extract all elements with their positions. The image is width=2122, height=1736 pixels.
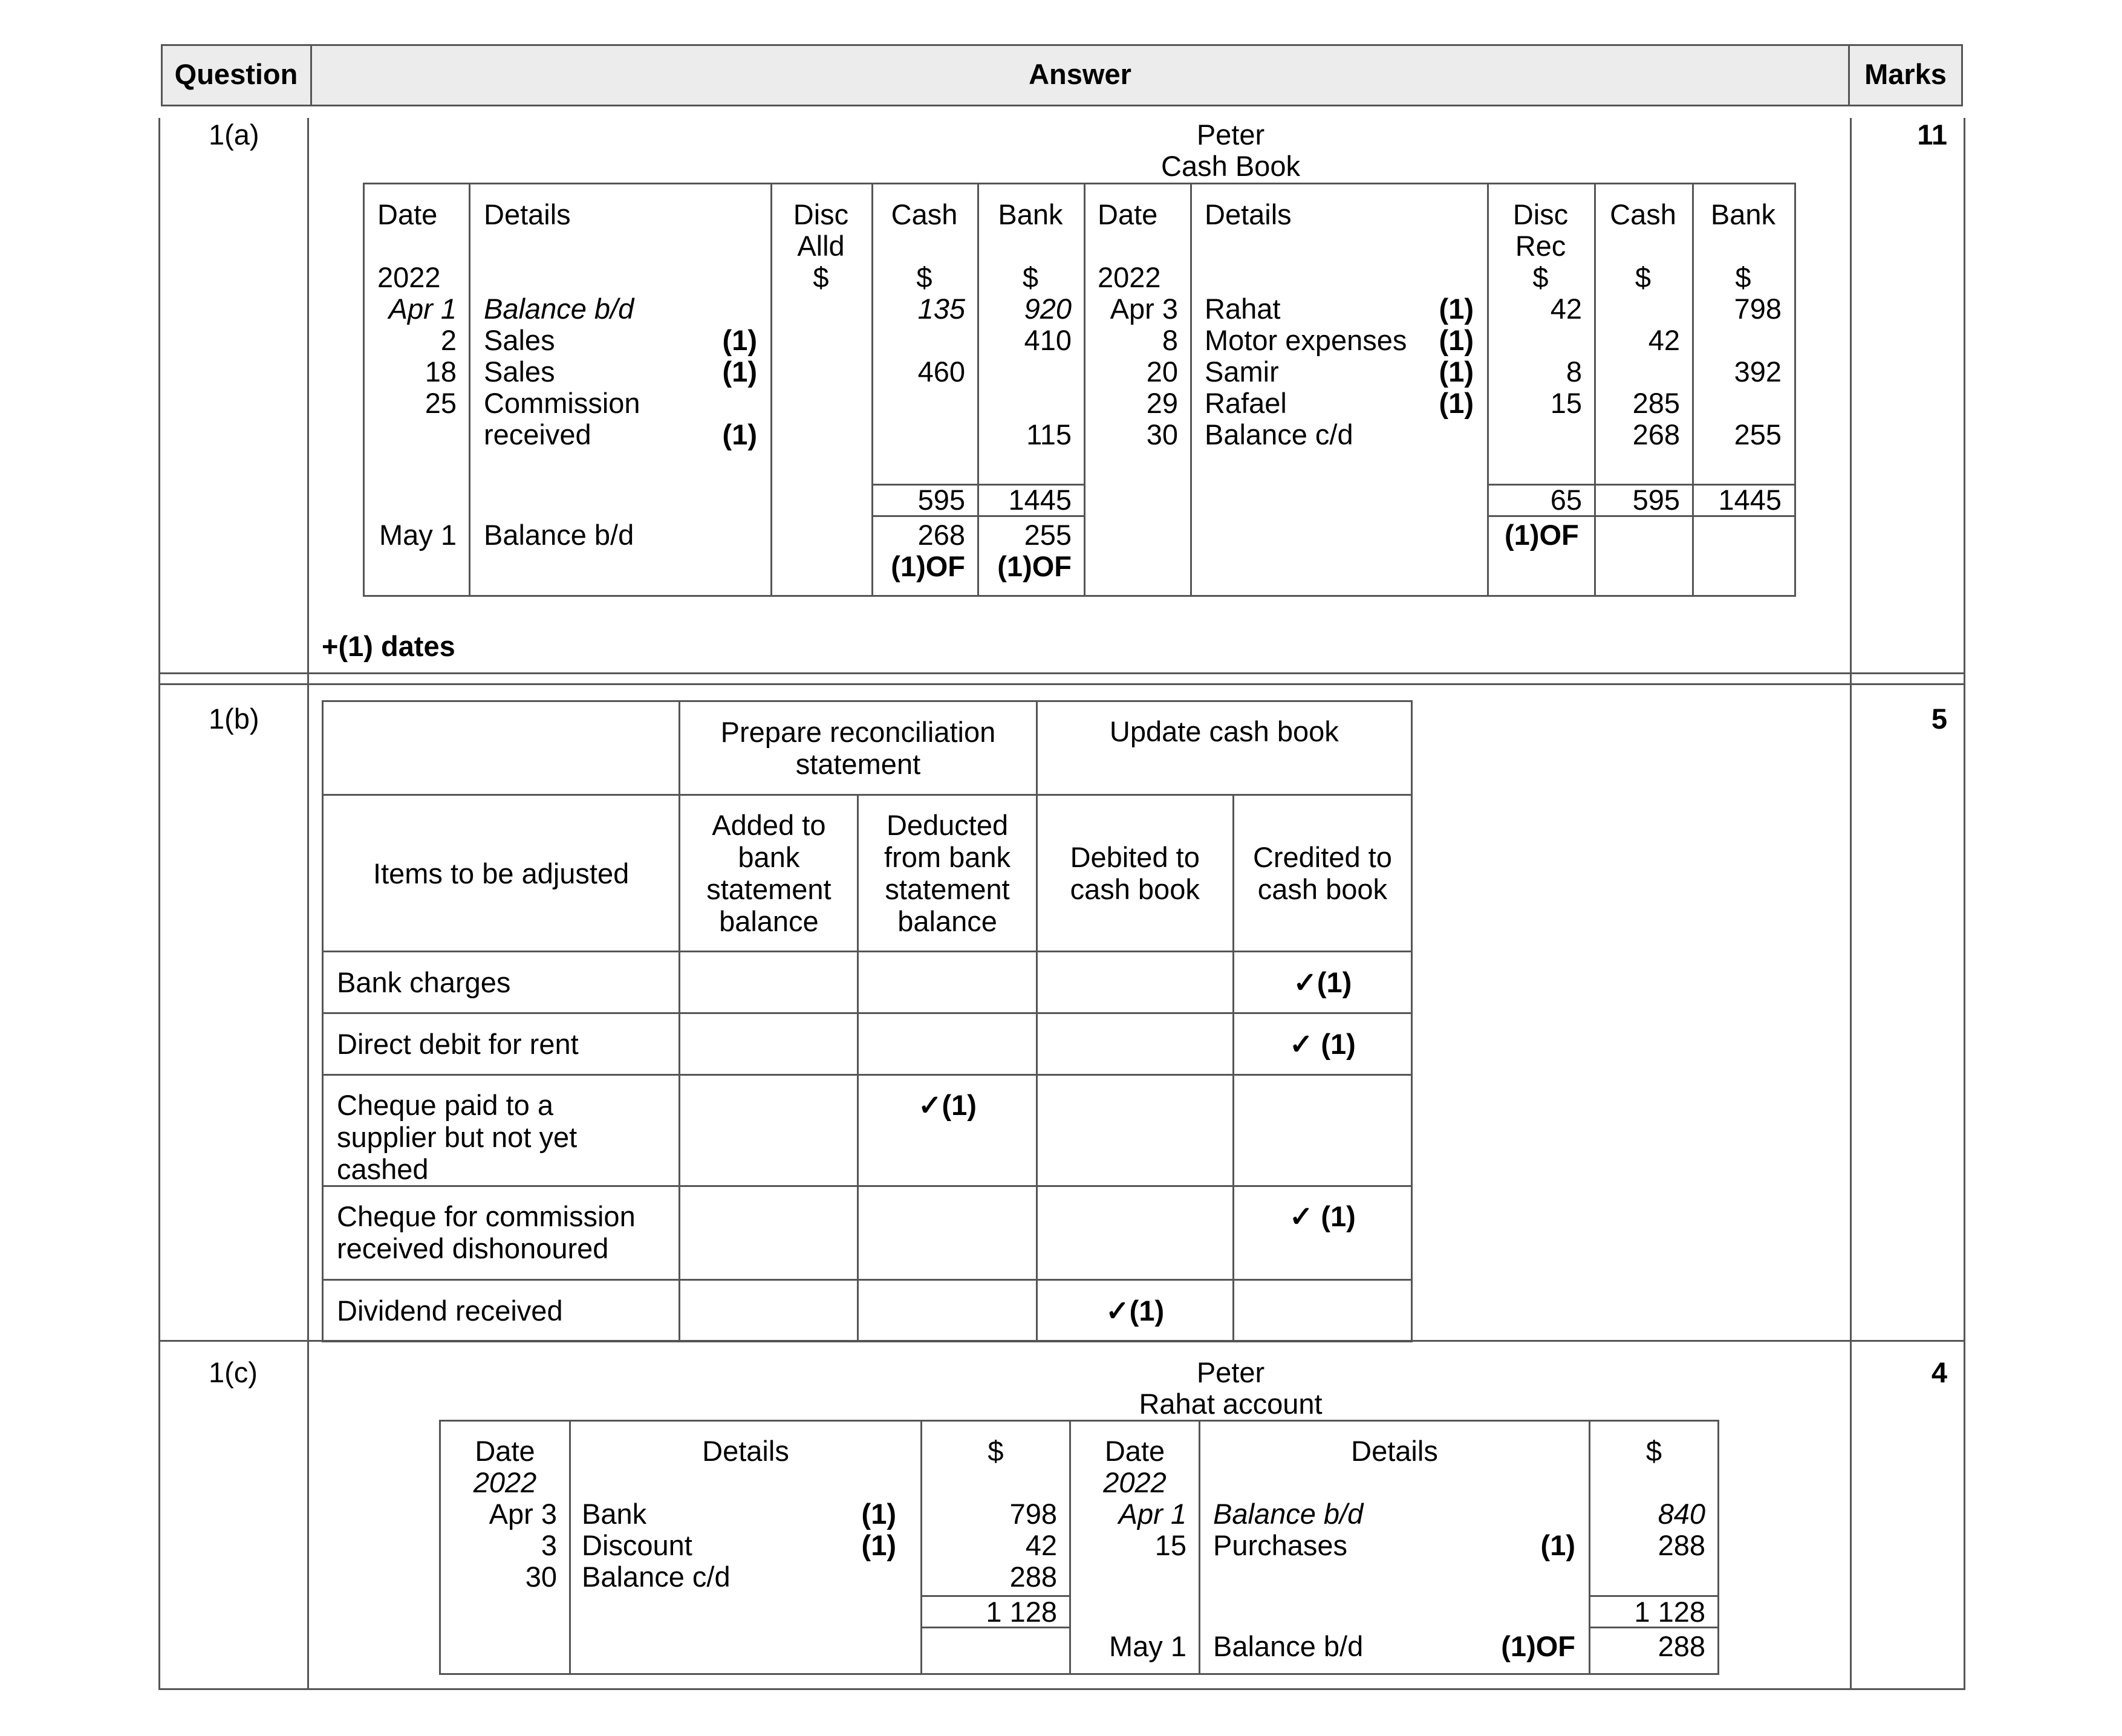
cell-credited: ✓ (1) bbox=[1233, 1186, 1411, 1280]
total-cash: 595 bbox=[917, 484, 965, 516]
mark-badge: (1)OF bbox=[1505, 519, 1579, 551]
column-header-deducted: Deducted from bank statement balance bbox=[858, 795, 1037, 952]
header-date: Date bbox=[1098, 198, 1158, 230]
entry-amount: 288 bbox=[1658, 1630, 1705, 1662]
marks-value: 5 bbox=[1931, 703, 1947, 735]
header-bank-unit: $ bbox=[1022, 261, 1039, 293]
table-line bbox=[1084, 183, 1085, 597]
header-year: 2022 bbox=[473, 1466, 537, 1498]
header-cash: Cash bbox=[891, 198, 958, 230]
entry-amount: 288 bbox=[1658, 1529, 1705, 1561]
group-header-reconciliation: Prepare reconciliation statement bbox=[680, 701, 1037, 795]
table-row bbox=[323, 1013, 1412, 1075]
entry-cash: 42 bbox=[1648, 324, 1680, 356]
mark-badge: (1)OF bbox=[891, 550, 965, 582]
entry-details: Sales bbox=[484, 324, 555, 356]
header-details: Details bbox=[484, 198, 571, 230]
table-line bbox=[363, 183, 365, 597]
header-disc-rec: Rec bbox=[1515, 230, 1566, 262]
entry-amount: 288 bbox=[1009, 1561, 1057, 1593]
cell-deducted bbox=[858, 1186, 1037, 1280]
entry-amount: 42 bbox=[1025, 1529, 1057, 1561]
cell-debited bbox=[1037, 1075, 1233, 1186]
question-label: 1(b) bbox=[209, 703, 259, 735]
table-line bbox=[871, 183, 873, 597]
table-line bbox=[977, 183, 979, 597]
header-year: 2022 bbox=[377, 261, 441, 293]
column-header-debited: Debited to cash book bbox=[1037, 795, 1233, 952]
table-row bbox=[323, 952, 1412, 1013]
marks-value: 11 bbox=[1917, 119, 1947, 151]
account-owner: Peter bbox=[1196, 1356, 1265, 1388]
mark-badge: (1)OF bbox=[997, 550, 1072, 582]
entry-date: 18 bbox=[425, 356, 457, 388]
column-header-answer: Answer bbox=[1029, 58, 1131, 90]
entry-date: 8 bbox=[1162, 324, 1178, 356]
cell-added bbox=[680, 1075, 858, 1186]
item-label: Cheque paid to a supplier but not yet cashed bbox=[323, 1075, 680, 1186]
cell-credited bbox=[1233, 1280, 1411, 1342]
entry-date: 15 bbox=[1154, 1529, 1186, 1561]
grid-line bbox=[161, 44, 1963, 46]
entry-bank: 255 bbox=[1734, 418, 1782, 450]
total-disc: 65 bbox=[1550, 484, 1582, 516]
entry-bank: 920 bbox=[1024, 293, 1072, 325]
entry-date: Apr 1 bbox=[1118, 1498, 1186, 1530]
cell-debited bbox=[1037, 952, 1233, 1013]
header-disc-alld-unit: $ bbox=[813, 261, 829, 293]
entry-bank: 392 bbox=[1734, 356, 1782, 388]
entry-date: 3 bbox=[541, 1529, 557, 1561]
column-header-question: Question bbox=[174, 58, 298, 90]
empty-header-cell bbox=[323, 701, 680, 795]
item-label: Dividend received bbox=[323, 1280, 680, 1342]
entry-bank: 255 bbox=[1024, 519, 1072, 551]
header-disc-alld: Disc bbox=[793, 198, 849, 230]
total-bank: 1445 bbox=[1008, 484, 1072, 516]
entry-cash: 135 bbox=[917, 293, 965, 325]
table-line bbox=[1794, 183, 1796, 597]
row-separator bbox=[158, 672, 1965, 674]
entry-date: 25 bbox=[425, 387, 457, 419]
header-cash-unit: $ bbox=[1635, 261, 1652, 293]
total-amount: 1 128 bbox=[986, 1596, 1057, 1628]
entry-date: Apr 1 bbox=[388, 293, 457, 325]
header-bank: Bank bbox=[998, 198, 1063, 230]
grid-line bbox=[307, 118, 309, 1690]
entry-details: Bank bbox=[582, 1498, 647, 1530]
cash-book-title: Cash Book bbox=[1161, 150, 1300, 182]
table-line bbox=[439, 1420, 1719, 1422]
column-header-marks: Marks bbox=[1864, 58, 1947, 90]
table-line bbox=[439, 1673, 1719, 1675]
cell-added bbox=[680, 952, 858, 1013]
column-header-items: Items to be adjusted bbox=[323, 795, 680, 952]
column-header-credited: Credited to cash book bbox=[1233, 795, 1411, 952]
entry-date: 29 bbox=[1146, 387, 1178, 419]
entry-details: Motor expenses bbox=[1205, 324, 1407, 356]
table-row bbox=[323, 1280, 1412, 1342]
total-amount: 1 128 bbox=[1634, 1596, 1705, 1628]
entry-date: 2 bbox=[440, 324, 457, 356]
table-row bbox=[323, 1186, 1412, 1280]
question-label: 1(c) bbox=[209, 1356, 258, 1388]
header-disc-rec: Disc bbox=[1512, 198, 1569, 230]
entry-bank: 410 bbox=[1024, 324, 1072, 356]
cell-added bbox=[680, 1013, 858, 1075]
header-cash-unit: $ bbox=[916, 261, 932, 293]
header-date: Date bbox=[377, 198, 438, 230]
group-header-cash-book: Update cash book bbox=[1037, 701, 1411, 795]
cell-credited bbox=[1233, 1075, 1411, 1186]
entry-details: Balance c/d bbox=[1205, 418, 1353, 450]
entry-details: Balance b/d bbox=[484, 293, 634, 325]
grid-line bbox=[161, 105, 1963, 106]
item-label: Cheque for commission received dishonoured bbox=[323, 1186, 680, 1280]
entry-details: Sales bbox=[484, 356, 555, 388]
grid-line bbox=[1850, 118, 1852, 1690]
header-disc-alld: Alld bbox=[797, 230, 845, 262]
header-date: Date bbox=[475, 1435, 535, 1467]
entry-disc: 8 bbox=[1566, 356, 1582, 388]
header-date: Date bbox=[1104, 1435, 1165, 1467]
entry-details: Discount bbox=[582, 1529, 692, 1561]
entry-details: Balance b/d bbox=[1213, 1498, 1364, 1530]
table-row bbox=[323, 1075, 1412, 1186]
header-details: Details bbox=[1351, 1435, 1438, 1467]
entry-date: 30 bbox=[1146, 418, 1178, 450]
header-amount: $ bbox=[1645, 1435, 1662, 1467]
entry-details: Commission bbox=[484, 387, 640, 419]
bank-reconciliation-table bbox=[322, 700, 1413, 1342]
entry-disc: 42 bbox=[1550, 293, 1582, 325]
entry-cash: 268 bbox=[1632, 418, 1680, 450]
entry-disc: 15 bbox=[1550, 387, 1582, 419]
marks-value: 4 bbox=[1931, 1356, 1947, 1388]
mark-badge: (1) bbox=[722, 356, 757, 388]
mark-badge: (1) bbox=[1439, 324, 1474, 356]
cell-added bbox=[680, 1280, 858, 1342]
row-separator bbox=[158, 683, 1965, 685]
table-line bbox=[363, 183, 1796, 184]
mark-badge: (1) bbox=[1540, 1529, 1575, 1561]
entry-bank: 798 bbox=[1734, 293, 1782, 325]
entry-cash: 285 bbox=[1632, 387, 1680, 419]
header-disc-rec-unit: $ bbox=[1532, 261, 1549, 293]
item-label: Bank charges bbox=[323, 952, 680, 1013]
dates-mark-note: +(1) dates bbox=[322, 630, 455, 662]
total-cash: 595 bbox=[1632, 484, 1680, 516]
entry-date: Apr 3 bbox=[1110, 293, 1178, 325]
entry-date: 30 bbox=[525, 1561, 557, 1593]
column-header-added: Added to bank statement balance bbox=[680, 795, 858, 952]
entry-details: Rahat bbox=[1205, 293, 1281, 325]
table-line bbox=[1717, 1420, 1719, 1675]
entry-details: Rafael bbox=[1205, 387, 1287, 419]
account-title: Rahat account bbox=[1139, 1388, 1323, 1420]
entry-cash: 268 bbox=[917, 519, 965, 551]
header-amount: $ bbox=[988, 1435, 1004, 1467]
entry-bank: 115 bbox=[1026, 418, 1072, 450]
cell-deducted: ✓(1) bbox=[858, 1075, 1037, 1186]
header-details: Details bbox=[1205, 198, 1292, 230]
cell-debited bbox=[1037, 1013, 1233, 1075]
item-label: Direct debit for rent bbox=[323, 1013, 680, 1075]
entry-cash: 460 bbox=[917, 356, 965, 388]
mark-badge: (1) bbox=[722, 324, 757, 356]
mark-badge: (1)OF bbox=[1501, 1630, 1575, 1662]
entry-date: May 1 bbox=[379, 519, 457, 551]
header-bank: Bank bbox=[1710, 198, 1776, 230]
entry-details: received bbox=[484, 418, 591, 450]
header-bank-unit: $ bbox=[1735, 261, 1751, 293]
table-line bbox=[1190, 183, 1192, 597]
cell-deducted bbox=[858, 952, 1037, 1013]
cell-added bbox=[680, 1186, 858, 1280]
entry-amount: 798 bbox=[1009, 1498, 1057, 1530]
grid-line bbox=[1964, 118, 1965, 1690]
header-details: Details bbox=[702, 1435, 789, 1467]
entry-details: Balance b/d bbox=[484, 519, 634, 551]
header-year: 2022 bbox=[1103, 1466, 1167, 1498]
mark-badge: (1) bbox=[861, 1529, 896, 1561]
mark-badge: (1) bbox=[1439, 293, 1474, 325]
cash-book-owner: Peter bbox=[1196, 119, 1265, 151]
grid-line bbox=[1961, 44, 1963, 106]
cell-credited: ✓ (1) bbox=[1233, 1013, 1411, 1075]
cell-deducted bbox=[858, 1280, 1037, 1342]
entry-details: Balance c/d bbox=[582, 1561, 731, 1593]
entry-amount: 840 bbox=[1658, 1498, 1705, 1530]
mark-badge: (1) bbox=[861, 1498, 896, 1530]
mark-badge: (1) bbox=[722, 418, 757, 450]
cell-debited: ✓(1) bbox=[1037, 1280, 1233, 1342]
table-line bbox=[363, 595, 1796, 597]
total-bank: 1445 bbox=[1718, 484, 1782, 516]
entry-details: Balance b/d bbox=[1213, 1630, 1364, 1662]
entry-date: May 1 bbox=[1109, 1630, 1186, 1662]
cell-credited: ✓(1) bbox=[1233, 952, 1411, 1013]
entry-details: Purchases bbox=[1213, 1529, 1348, 1561]
entry-date: Apr 3 bbox=[489, 1498, 557, 1530]
mark-badge: (1) bbox=[1439, 356, 1474, 388]
cell-deducted bbox=[858, 1013, 1037, 1075]
cell-debited bbox=[1037, 1186, 1233, 1280]
entry-date: 20 bbox=[1146, 356, 1178, 388]
header-year: 2022 bbox=[1098, 261, 1161, 293]
row-separator bbox=[158, 1688, 1965, 1690]
question-label: 1(a) bbox=[209, 119, 259, 151]
table-line bbox=[1692, 183, 1694, 597]
mark-badge: (1) bbox=[1439, 387, 1474, 419]
table-line bbox=[1594, 183, 1596, 597]
table-line bbox=[469, 183, 470, 597]
entry-details: Samir bbox=[1205, 356, 1279, 388]
header-cash: Cash bbox=[1610, 198, 1676, 230]
grid-line bbox=[158, 118, 160, 1690]
